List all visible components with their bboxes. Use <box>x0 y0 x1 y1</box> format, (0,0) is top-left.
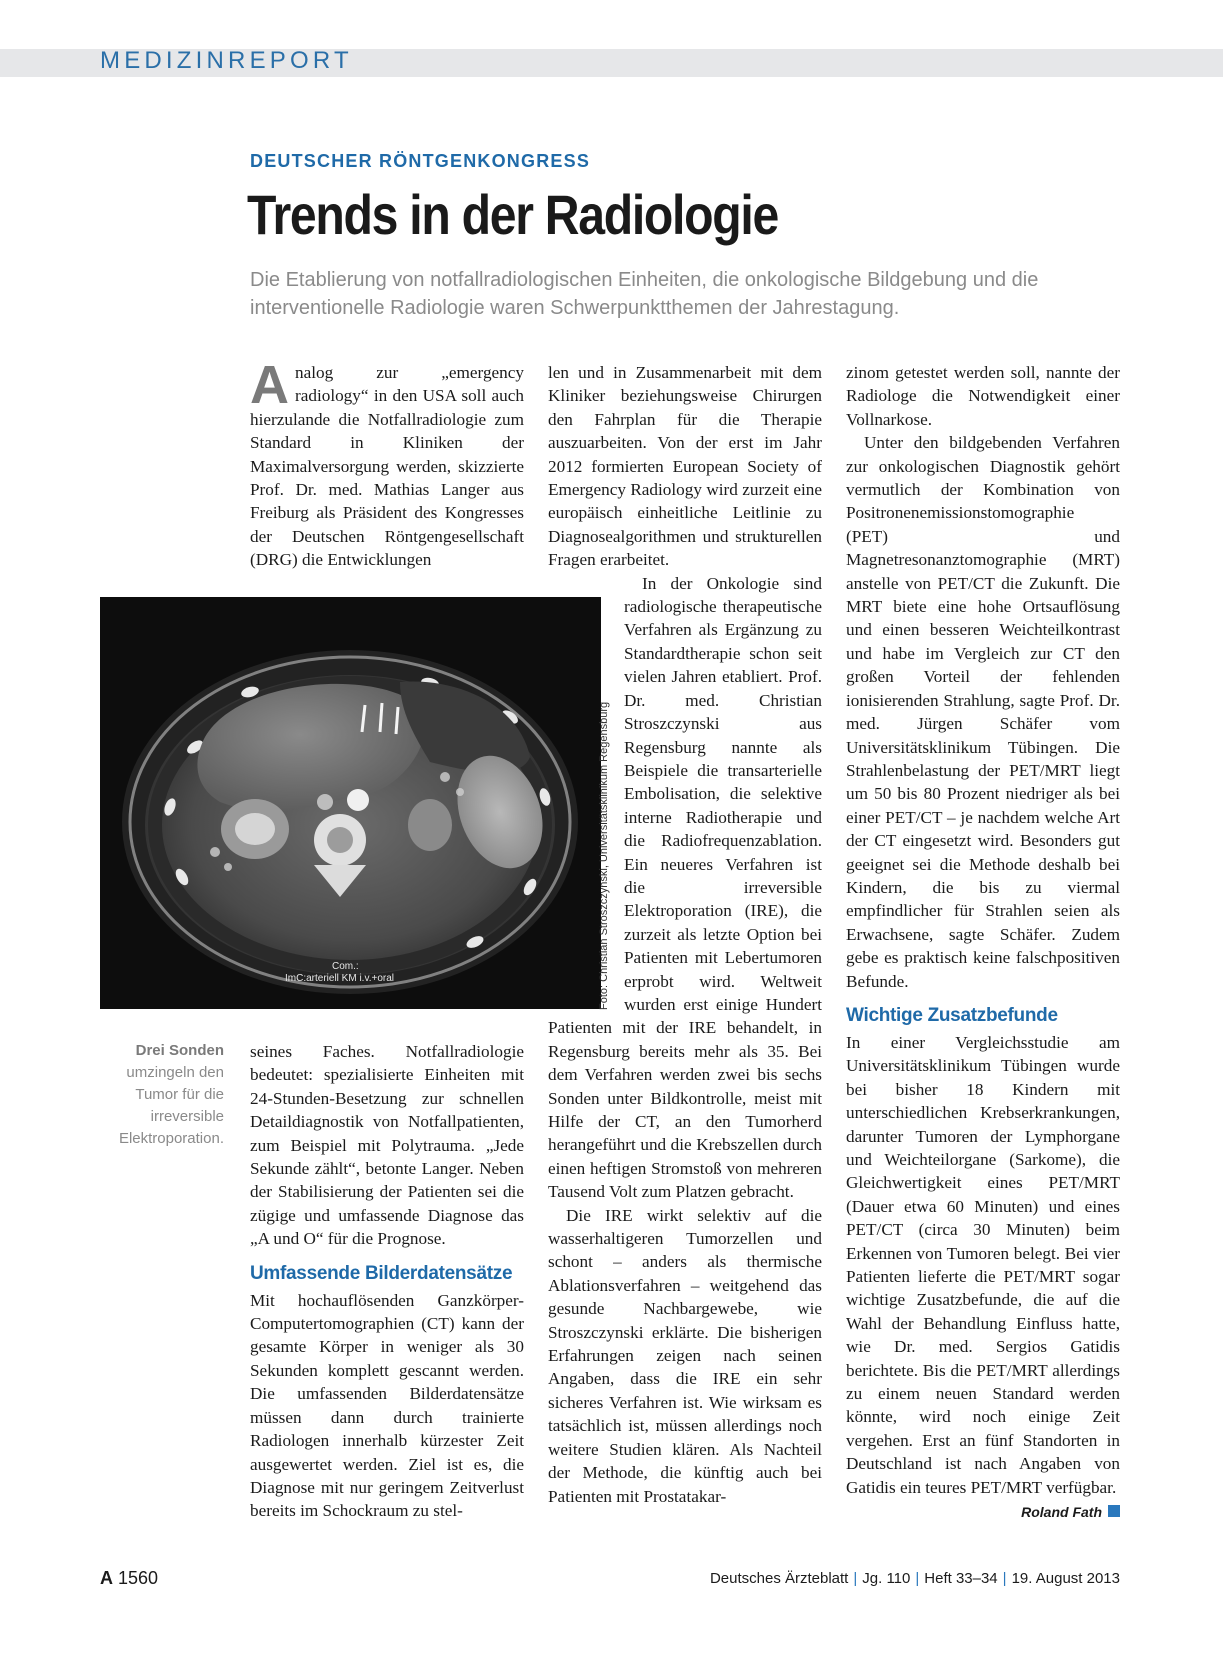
separator: | <box>853 1570 858 1587</box>
photo-credit: Foto: Christian Stroszczynski, Universitätsklinikum Regensburg <box>598 701 610 1010</box>
journal-footer <box>710 1570 1120 1587</box>
separator: | <box>1002 1570 1007 1587</box>
article-kicker: DEUTSCHER RÖNTGENKONGRESS <box>250 151 591 171</box>
scan-overlay-line-1: Com.: <box>332 961 359 972</box>
subhead-zusatzbefunde: Wichtige Zusatzbefunde <box>846 1004 1058 1026</box>
figure-caption <box>100 1040 224 1150</box>
column-1-top <box>250 355 524 572</box>
journal-issue: Heft 33–34 <box>924 1570 998 1587</box>
page-prefix: A <box>100 1568 113 1588</box>
column-1-bottom <box>250 1040 524 1523</box>
ct-scan-image <box>100 597 601 1009</box>
figure-wrap-space <box>548 572 624 1006</box>
column-3 <box>846 361 1120 1525</box>
paragraph: In der Onkologie sind radiologische therapeutische Verfahren als Ergänzung zu Standardtherapie schon seit vielen Jahren etabliert. Prof. Dr. med. Christian Stroszczynski aus Regensburg nannte als Beispiele die transarterielle Embolisation, die selektive interne Radiotherapie und die Radiofrequenzablation. Ein neueres Verfahren ist die irreversible Elektroporation (IRE), die zurzeit als letzte Option bei Patienten mit Lebertumoren erprobt wird. Weltweit wurden erst einige Hundert Patienten mit der IRE behandelt, in Regensburg bereits mehr als 35. Bei dem Verfahren werden zwei bis sechs Sonden unter Bildkontrolle, meist mit Hilfe der CT, an den Tumorherd herangeführt und die Krebszellen durch einen heftigen Stromstoß von mehreren Tausend Volt zum Platzen gebracht. <box>548 573 822 1202</box>
author-byline: Roland Fath <box>1021 1504 1102 1521</box>
paragraph: Mit hochauflösenden Ganzkörper-Computertomographien (CT) kann der gesamte Körper in weniger als 30 Sekunden komplett gescannt werden. Die umfassenden Bilderdatensätze müssen dann durch trainierte Radiologen innerhalb kürzester Zeit ausgewertet werden. Ziel ist es, die Diagnose mit nur geringem Zeitverlust bereits im Schockraum zu stel- <box>250 1290 524 1521</box>
separator: | <box>915 1570 920 1587</box>
paragraph-text: In einer Vergleichsstudie am Universitätsklinikum Tübingen wurde bei bisher 18 Kindern mit unterschiedlichen Krebserkrankungen, darunter Tumoren der Lymphorgane und Weichteilorgane (Sarkome), die Gleichwertigkeit eines PET/MRT (Dauer etwa 60 Minuten) und eines PET/CT (circa 30 Minuten) beim Erkennen von Tumoren belegt. Bei vier Patienten lieferte die PET/MRT sogar wichtige Zusatzbefunde, die auf die Wahl der Behandlung Einfluss hatte, wie Dr. med. Sergios Gatidis berichtete. Bis die PET/MRT allerdings zu einem neuen Standard werden könnte, wird noch einige Zeit vergehen. Erst an fünf Standorten in Deutschland ist nach Angaben von Gatidis ein teures PET/MRT verfügbar. <box>846 1032 1120 1497</box>
paragraph: Unter den bildgebenden Verfahren zur onkologischen Diagnostik gehört vermutlich der Kombination von Positronenemissionstomographie (PET) und Magnetresonanztomographie (MRT) anstelle von PET/CT die Zukunft. Die MRT biete eine hohe Ortsauflösung und einen besseren Weichteilkontrast und habe im Vergleich zur CT den großen Vorteil der fehlenden ionisierenden Strahlung, sagte Prof. Dr. med. Jürgen Schäfer vom Universitätsklinikum Tübingen. Die Strahlenbelastung der PET/MRT liegt um 50 bis 80 Prozent niedriger als bei einer PET/CT – je nachdem welche Art der CT eingesetzt wird. Besonders gut geeignet sei die Methode deshalb bei Kindern, die bis zu viermal empfindlicher für Strahlen seien als Erwachsene, sagte Schäfer. Zudem gebe es praktisch keine falschpositiven Befunde. <box>846 433 1120 991</box>
end-mark-icon <box>1108 1505 1120 1517</box>
paragraph: seines Faches. Notfallradiologie bedeutet: spezialisierte Einheiten mit 24-Stunden-Besetzung zur schnellen Detaildiagnostik von Notfallpatienten, zum Beispiel mit Polytrauma. „Jede Sekunde zählt“, betonte Langer. Neben der Stabilisierung der Patienten sei die zügige und umfassende Diagnose das „A und O“ für die Prognose. <box>250 1042 524 1249</box>
drop-cap: A <box>250 355 289 415</box>
page-number-value: 1560 <box>113 1568 159 1588</box>
article-headline: Trends in der Radiologie <box>247 183 778 246</box>
journal-name: Deutsches Ärzteblatt <box>709 1570 849 1587</box>
paragraph <box>846 1031 1120 1499</box>
paragraph: Die IRE wirkt selektiv auf die wasserhaltigeren Tumorzellen und schont – anders als thermische Ablationsverfahren – weitgehend das gesunde Nachbargewebe, wie Stroszczynski erklärte. Die bisherigen Erfahrungen zeigen nach seinen Angaben, dass die IRE ein sehr sicheres Verfahren ist. Wie wirksam es tatsächlich ist, müssen allerdings noch weitere Studien klären. Als Nachteil der Methode, die künftig auch bei Patienten mit Prostatakar- <box>548 1205 822 1506</box>
paragraph: zinom getestet werden soll, nannte der Radiologe die Notwendigkeit einer Vollnarkose. <box>846 363 1120 429</box>
ct-scan-graphic <box>100 597 601 1009</box>
caption-lead: Drei Sonden <box>135 1042 224 1059</box>
section-label: MEDIZINREPORT <box>100 47 353 74</box>
caption-text: umzingeln den Tumor für die irreversible Elektroporation. <box>118 1064 224 1147</box>
paragraph: len und in Zusammenarbeit mit dem Kliniker beziehungsweise Chirurgen den Fahrplan für die Therapie auszuarbeiten. Von der erst im Jahr 2012 formierten European Society of Emergency Radiology wird zurzeit eine europäisch einheitliche Leitlinie zu Diagnosealgorithmen und strukturellen Fragen erarbeitet. <box>548 363 822 570</box>
page-number <box>100 1568 158 1589</box>
subhead-bilderdatensaetze: Umfassende Bilderdatensätze <box>250 1262 513 1284</box>
journal-date: 19. August 2013 <box>1011 1570 1120 1587</box>
journal-volume: Jg. 110 <box>862 1570 911 1587</box>
article-deck: Die Etablierung von notfallradiologischen Einheiten, die onkologische Bildgebung und die interventionelle Radiologie waren Schwerpunktthemen der Jahrestagung. <box>250 269 1039 319</box>
paragraph: nalog zur „emergency radiology“ in den USA soll auch hierzulande die Notfallradiologie zum Standard in Kliniken der Maximalversorgung werden, skizzierte Prof. Dr. med. Mathias Langer aus Freiburg als Präsident des Kongresses der Deutschen Röntgengesellschaft (DRG) die Entwicklungen <box>250 363 524 570</box>
scan-overlay-line-2: ImC:arteriell KM i.v.+oral <box>285 973 395 984</box>
column-2 <box>548 361 822 1508</box>
